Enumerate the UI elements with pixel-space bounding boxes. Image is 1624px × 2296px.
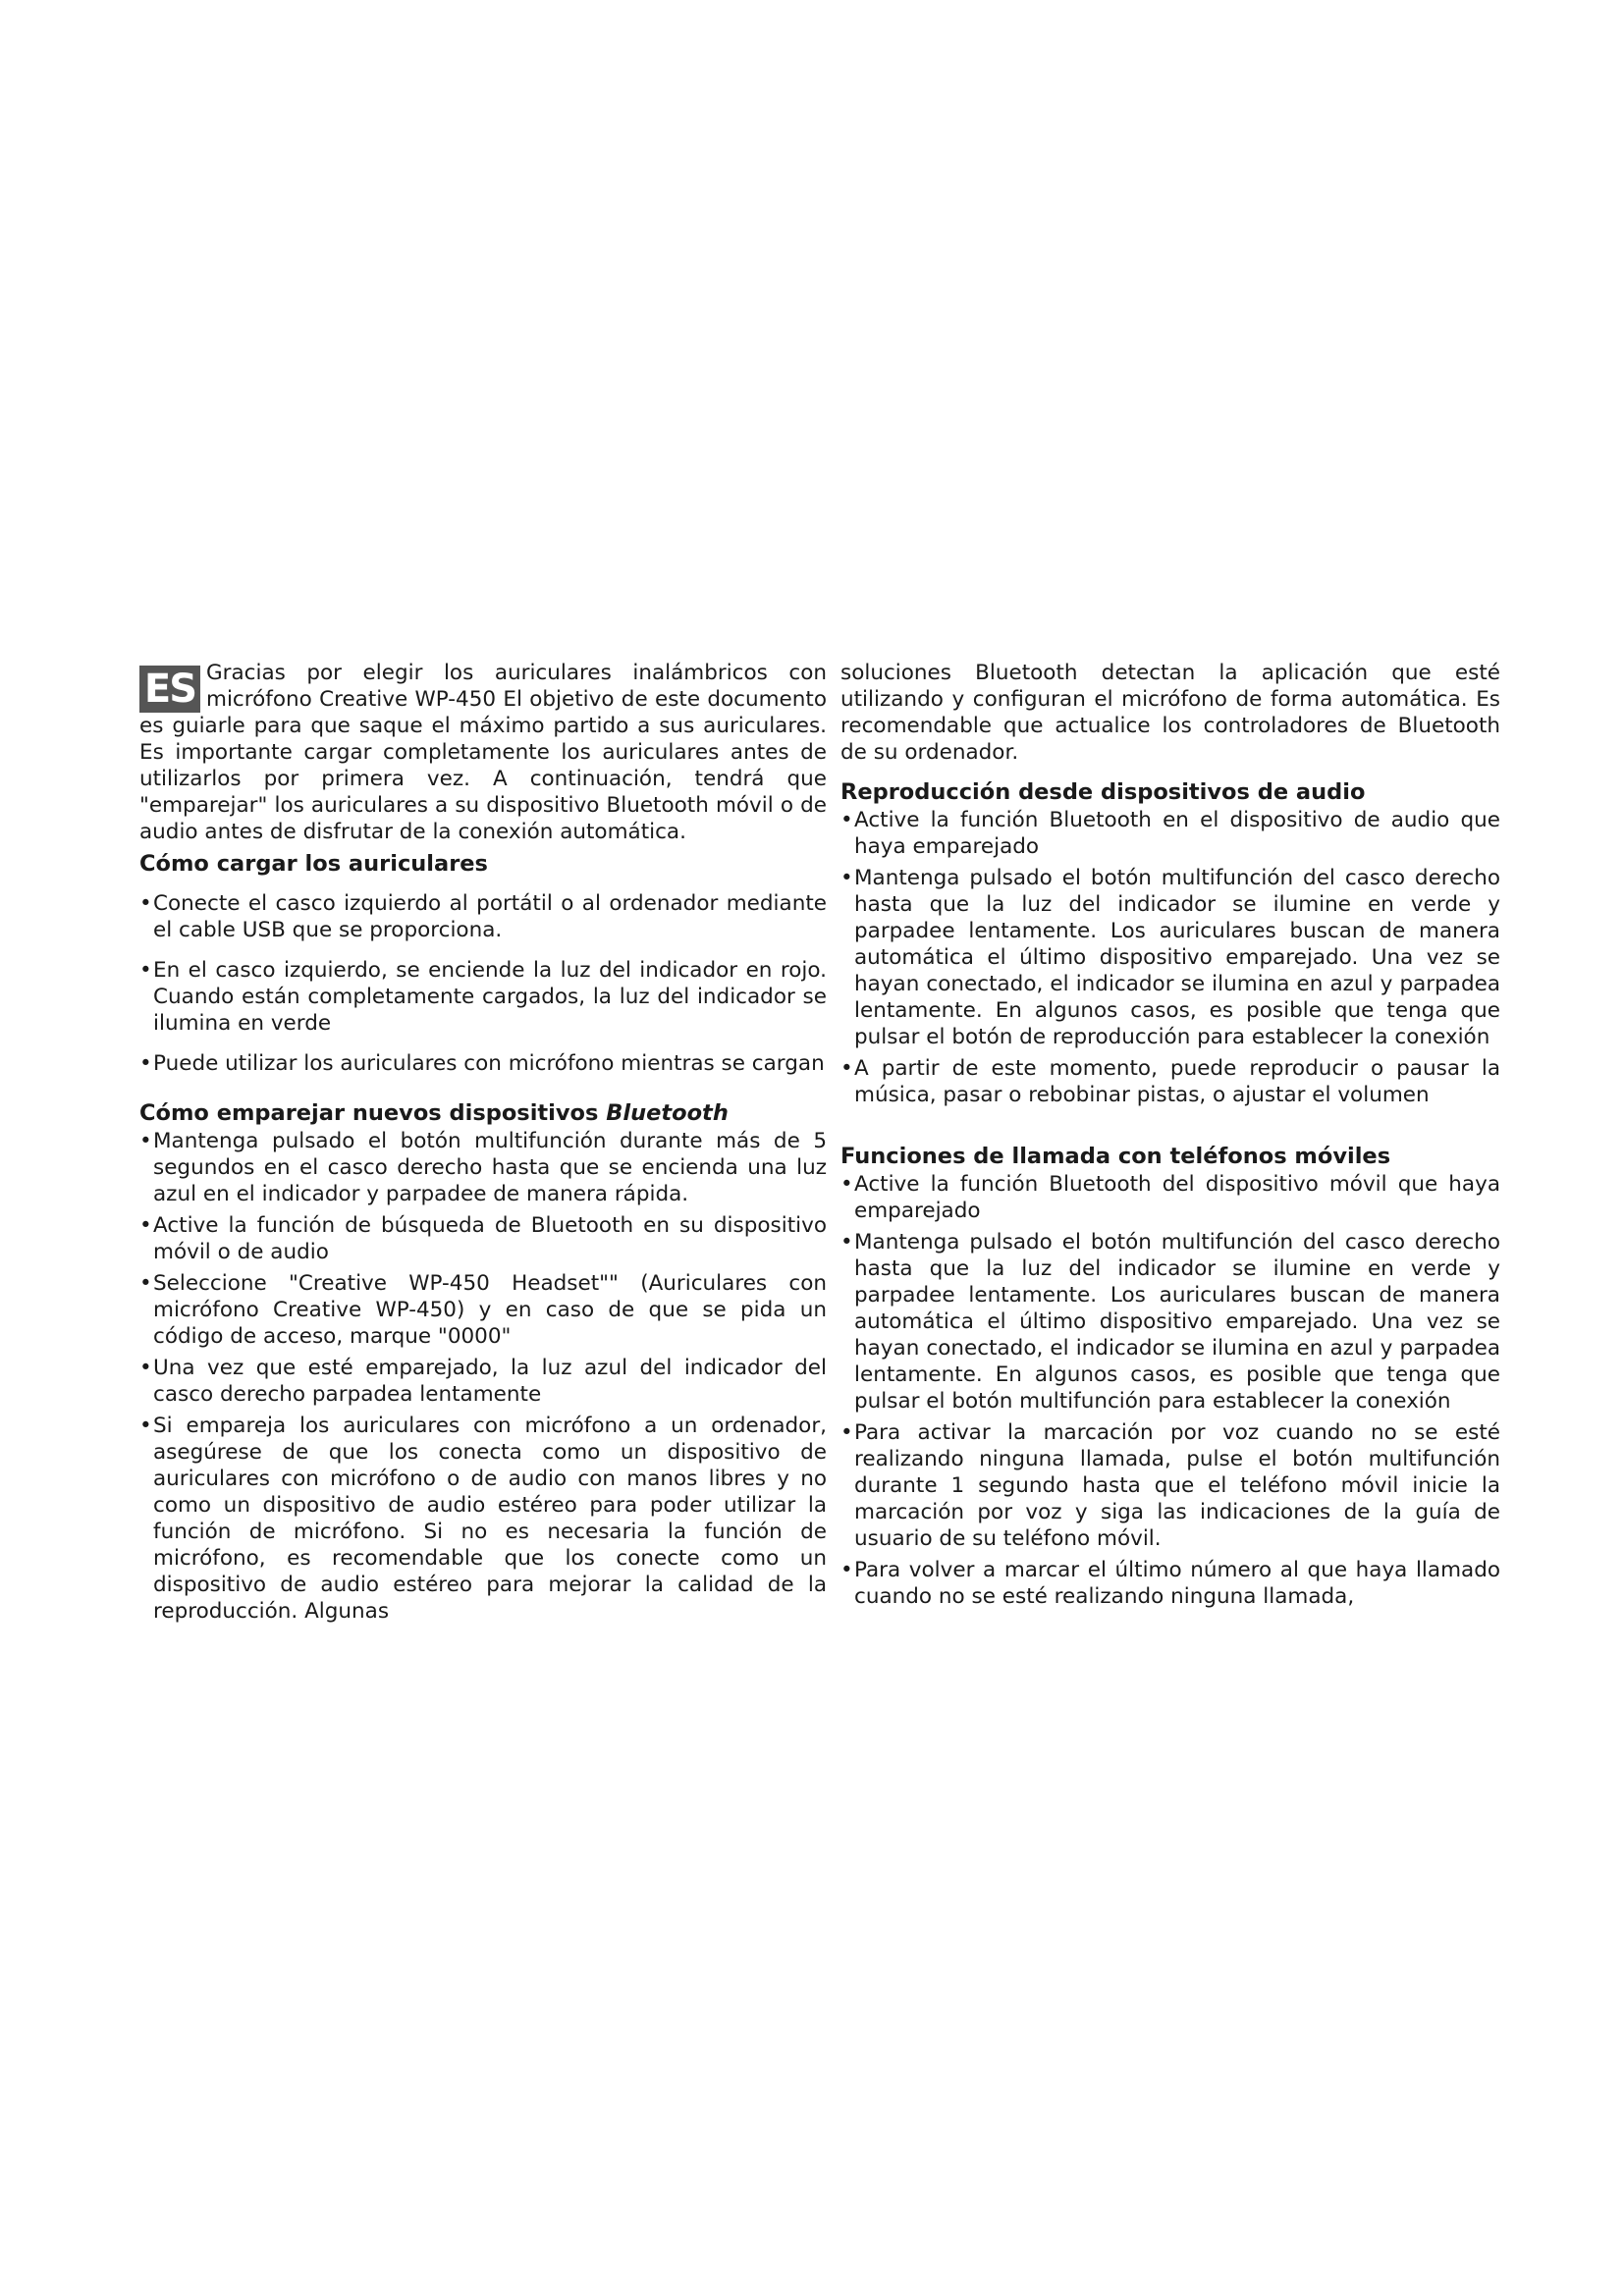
list-item: • Si empareja los auriculares con micrófono a un ordenador, asegúrese de que los conecta como un dispositivo de auriculares con micrófono o de audio con manos libres y no como un dispositivo de audio estéreo para poder utilizar la función de micrófono. Si no es necesaria la función de micrófono, es recomendable que los conecte como un dispositivo de audio estéreo para mejorar la calidad de la reproducción. Algunas: [139, 1413, 827, 1625]
language-badge: ES: [139, 666, 200, 713]
list-item: • Una vez que esté emparejado, la luz azul del indicador del casco derecho parpadea lentamente: [139, 1355, 827, 1408]
list-item: • Mantenga pulsado el botón multifunción durante más de 5 segundos en el casco derecho hasta que se encienda una luz azul en el indicador y parpadee de manera rápida.: [139, 1128, 827, 1207]
list-item: • Para volver a marcar el último número al que haya llamado cuando no se esté realizando ninguna llamada,: [840, 1557, 1500, 1610]
list-item: • Para activar la marcación por voz cuando no se esté realizando ninguna llamada, pulse el botón multifunción durante 1 segundo hasta que el teléfono móvil inicie la marcación por voz y siga las indicaciones de la guía de usuario de su teléfono móvil.: [840, 1419, 1500, 1552]
list-item: • Seleccione "Creative WP-450 Headset"" (Auriculares con micrófono Creative WP-450) y en caso de que se pida un código de acceso, marque "0000": [139, 1270, 827, 1350]
list-item: • Mantenga pulsado el botón multifunción del casco derecho hasta que la luz del indicador se ilumine en verde y parpadee lentamente. Los auriculares buscan de manera automática el último dispositivo emparejado. Una vez se hayan conectado, el indicador se ilumina en azul y parpadea lentamente. En algunos casos, es posible que tenga que pulsar el botón de reproducción para establecer la conexión: [840, 865, 1500, 1050]
left-column: [139, 660, 827, 1629]
pairing-heading: [139, 1098, 827, 1128]
pairing-heading-text: Cómo emparejar nuevos dispositivos: [139, 1100, 599, 1126]
list-item: • A partir de este momento, puede reproducir o pausar la música, pasar o rebobinar pistas, o ajustar el volumen: [840, 1055, 1500, 1108]
list-item: • Active la función Bluetooth en el dispositivo de audio que haya emparejado: [840, 807, 1500, 860]
intro-block: [139, 660, 827, 845]
calls-heading: Funciones de llamada con teléfonos móviles: [840, 1144, 1391, 1169]
list-item: • Active la función de búsqueda de Bluetooth en su dispositivo móvil o de audio: [139, 1212, 827, 1265]
pairing-continuation: soluciones Bluetooth detectan la aplicación que esté utilizando y configuran el micrófono de forma automática. Es recomendable que actualice los controladores de Bluetooth de su ordenador.: [840, 661, 1500, 765]
pairing-heading-bluetooth: Bluetooth: [606, 1100, 729, 1126]
playback-heading: Reproducción desde dispositivos de audio: [840, 779, 1366, 805]
pairing-list: [139, 1128, 827, 1625]
list-item: • Active la función Bluetooth del dispositivo móvil que haya emparejado: [840, 1171, 1500, 1224]
list-item: • Conecte el casco izquierdo al portátil o al ordenador mediante el cable USB que se proporciona.: [139, 890, 827, 943]
intro-paragraph: Gracias por elegir los auriculares inalámbricos con micrófono Creative WP-450 El objetivo de este documento es guiarle para que saque el máximo partido a sus auriculares. Es importante cargar completamente los auriculares antes de utilizarlos por primera vez. A continuación, tendrá que "emparejar" los auriculares a su dispositivo Bluetooth móvil o de audio antes de disfrutar de la conexión automática.: [139, 661, 827, 844]
charging-list: [139, 890, 827, 1077]
calls-list: [840, 1171, 1500, 1610]
list-item: • Mantenga pulsado el botón multifunción del casco derecho hasta que la luz del indicador se ilumine en verde y parpadee lentamente. Los auriculares buscan de manera automática el último dispositivo emparejado. Una vez se hayan conectado, el indicador se ilumina en azul y parpadea lentamente. En algunos casos, es posible que tenga que pulsar el botón multifunción para establecer la conexión: [840, 1229, 1500, 1415]
charging-heading: Cómo cargar los auriculares: [139, 851, 488, 877]
right-column: [840, 660, 1500, 1615]
playback-list: [840, 807, 1500, 1108]
list-item: • En el casco izquierdo, se enciende la luz del indicador en rojo. Cuando están completamente cargados, la luz del indicador se ilumina en verde: [139, 957, 827, 1037]
list-item: • Puede utilizar los auriculares con micrófono mientras se cargan: [139, 1050, 827, 1077]
